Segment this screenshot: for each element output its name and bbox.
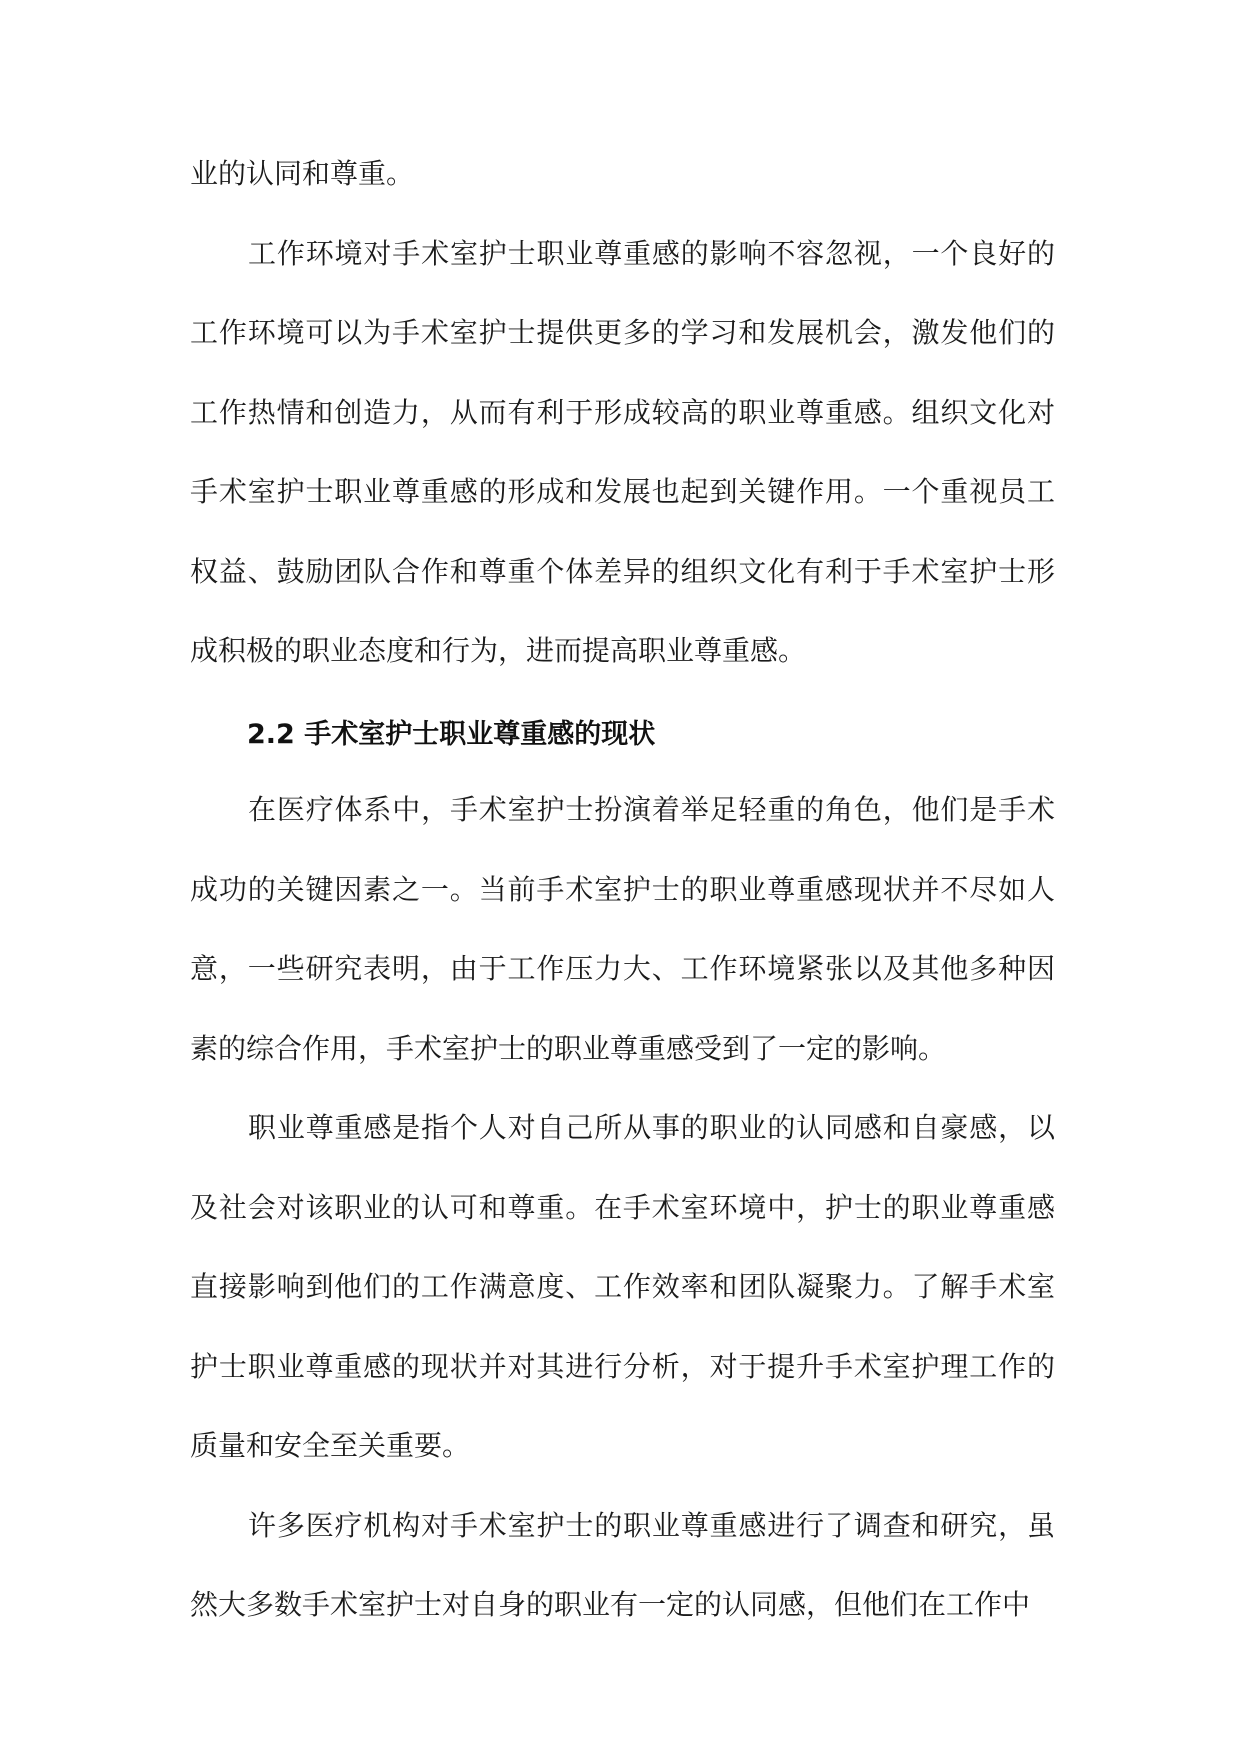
status-paragraph: 在医疗体系中，手术室护士扮演着举足轻重的角色，他们是手术成功的关键因素之一。当前手术室护士的职业尊重感现状并不尽如人意，一些研究表明，由于工作压力大、工作环境紧张以及其他多种因素的综合作用，手术室护士的职业尊重感受到了一定的影响。 (190, 793, 1055, 1065)
text-block-bottom (190, 770, 1055, 1645)
research-paragraph: 许多医疗机构对手术室护士的职业尊重感进行了调查和研究，虽然大多数手术室护士对自身的职业有一定的认同感，但他们在工作中 (190, 1508, 1055, 1621)
text-block-top (190, 134, 1055, 691)
continuation-paragraph: 业的认同和尊重。 (190, 157, 415, 190)
work-environment-paragraph: 工作环境对手术室护士职业尊重感的影响不容忽视，一个良好的工作环境可以为手术室护士提供更多的学习和发展机会，激发他们的工作热情和创造力，从而有利于形成较高的职业尊重感。组织文化对手术室护士职业尊重感的形成和发展也起到关键作用。一个重视员工权益、鼓励团队合作和尊重个体差异的组织文化有利于手术室护士形成积极的职业态度和行为，进而提高职业尊重感。 (190, 236, 1055, 667)
definition-paragraph: 职业尊重感是指个人对自己所从事的职业的认同感和自豪感，以及社会对该职业的认可和尊重。在手术室环境中，护士的职业尊重感直接影响到他们的工作满意度、工作效率和团队凝聚力。了解手术室护士职业尊重感的现状并对其进行分析，对于提升手术室护理工作的质量和安全至关重要。 (190, 1111, 1055, 1462)
section-heading: 2.2 手术室护士职业尊重感的现状 (247, 719, 656, 750)
